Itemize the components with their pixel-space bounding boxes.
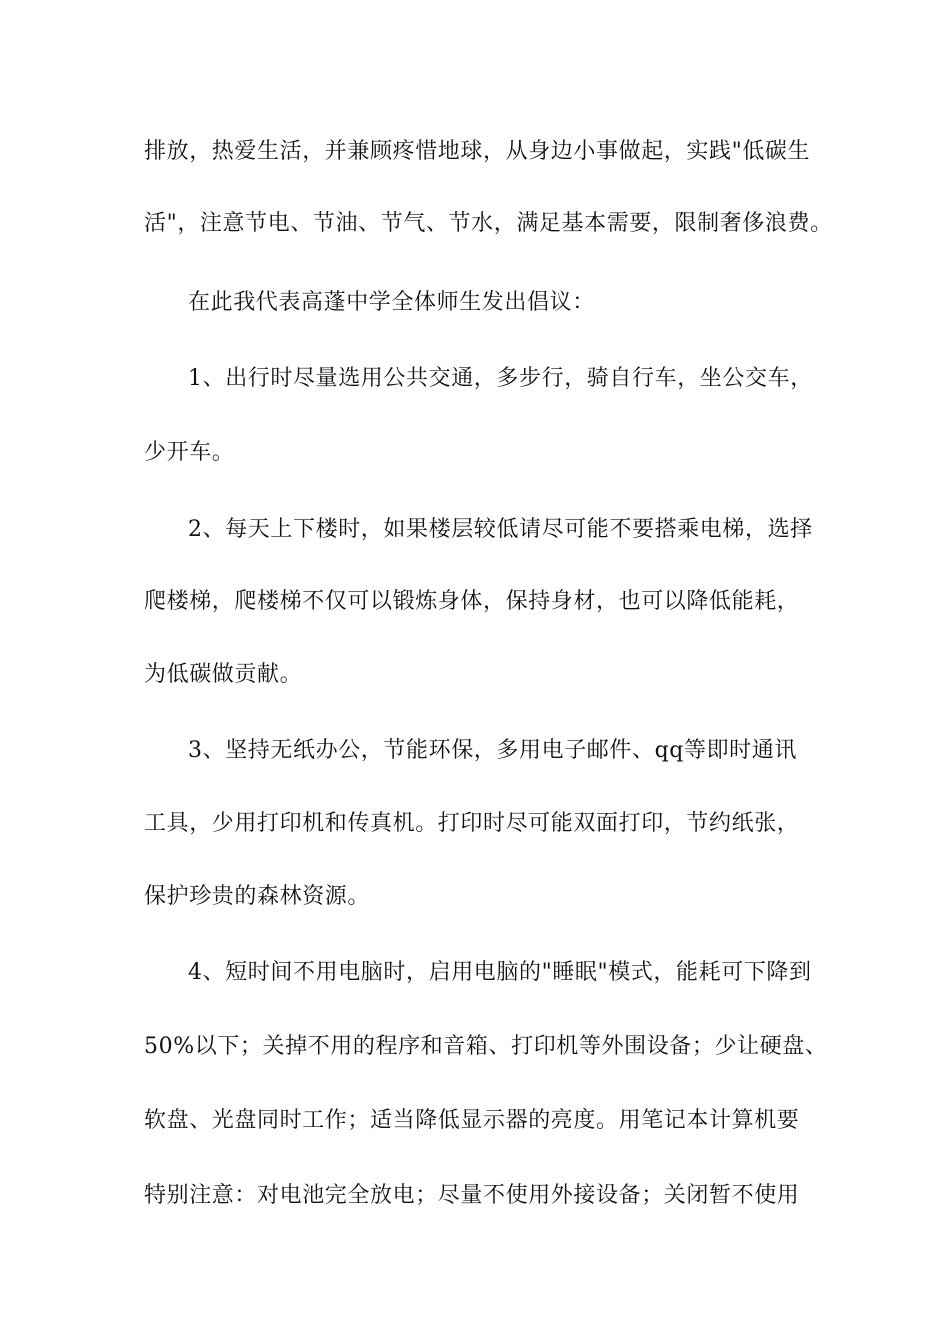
list-item-4-line: 特别注意：对电池完全放电；尽量不使用外接设备；关闭暂不使用 <box>144 1183 800 1208</box>
list-item-2-line: 爬楼梯，爬楼梯不仅可以锻炼身体，保持身材，也可以降低能耗， <box>144 589 800 614</box>
list-item-1-line: 1、出行时尽量选用公共交通，多步行，骑自行车，坐公交车， <box>188 366 813 391</box>
list-item-3-line: 保护珍贵的森林资源。 <box>144 884 371 909</box>
list-item-3-line: 3、坚持无纸办公，节能环保，多用电子邮件、qq等即时通讯 <box>188 738 797 763</box>
text-line: 在此我代表高蓬中学全体师生发出倡议： <box>188 290 595 315</box>
text-line: 活"，注意节电、节油、节气、节水，满足基本需要，限制奢侈浪费。 <box>144 211 833 236</box>
list-item-3-line: 工具，少用打印机和传真机。打印时尽可能双面打印，节约纸张， <box>144 811 800 836</box>
list-item-2-line: 为低碳做贡献。 <box>144 662 303 687</box>
list-item-2-line: 2、每天上下楼时，如果楼层较低请尽可能不要搭乘电梯，选择 <box>188 517 813 542</box>
list-item-4-line: 软盘、光盘同时工作；适当降低显示器的亮度。用笔记本计算机要 <box>144 1108 800 1133</box>
list-item-4-line: 4、短时间不用电脑时，启用电脑的"睡眠"模式，能耗可下降到 <box>188 960 812 985</box>
list-item-4-line: 50%以下；关掉不用的程序和音箱、打印机等外围设备；少让硬盘、 <box>144 1034 828 1059</box>
text-line: 排放，热爱生活，并兼顾疼惜地球，从身边小事做起，实践"低碳生 <box>144 139 811 164</box>
list-item-1-line: 少开车。 <box>144 440 235 465</box>
